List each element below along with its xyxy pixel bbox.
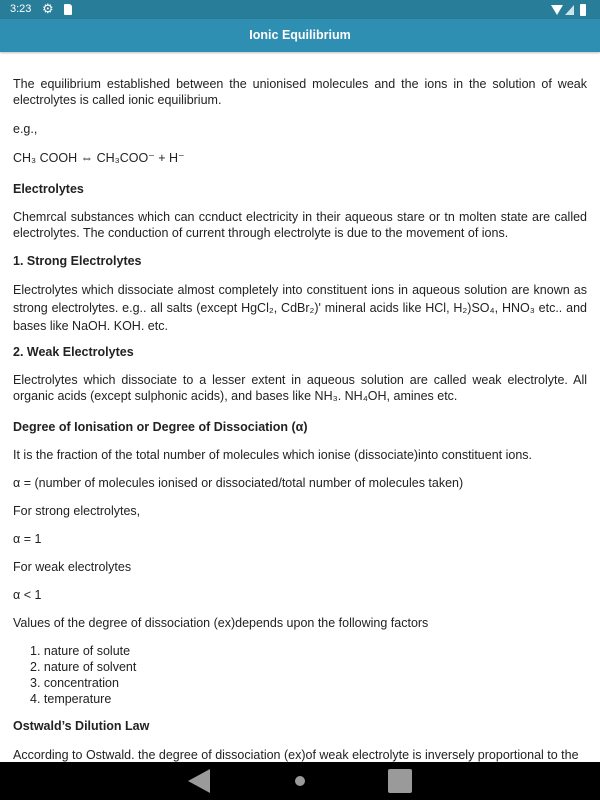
list-item: 3. concentration — [30, 676, 119, 690]
status-bar — [0, 0, 600, 19]
factors-list — [13, 643, 587, 707]
alpha-weak: α < 1 — [13, 588, 42, 602]
weak-electrolytes-paragraph: Electrolytes which dissociate to a lesser extent in aqueous solution are called weak electrolyte. All organic acids (except sulphonic acids), and bases like NH₃. NH₄OH, amines etc. — [13, 373, 587, 403]
for-strong-label: For strong electrolytes, — [13, 504, 141, 518]
list-item: 1. nature of solute — [30, 644, 131, 658]
app-bar — [0, 19, 600, 52]
eg-label: e.g., — [13, 122, 38, 136]
page-title: Ionic Equilibrium — [249, 28, 351, 42]
alpha-strong: α = 1 — [13, 532, 42, 546]
back-icon[interactable] — [188, 769, 210, 793]
heading-ostwald: Ostwald’s Dilution Law — [13, 719, 150, 733]
ostwald-paragraph: According to Ostwald. the degree of dissociation (ex)of weak electrolyte is inversely proportional to the — [13, 748, 579, 762]
equation: CH₃ COOH ⇔ CH₃COO⁻ + H⁻ — [13, 151, 185, 165]
wifi-icon — [551, 5, 563, 15]
fraction-paragraph: It is the fraction of the total number of molecules which ionise (dissociate)into constituent ions. — [13, 448, 533, 462]
alpha-definition: α = (number of molecules ionised or dissociated/total number of molecules taken) — [13, 476, 464, 490]
heading-electrolytes: Electrolytes — [13, 182, 84, 196]
list-item: 2. nature of solvent — [30, 660, 137, 674]
gear-icon: ⚙ — [42, 1, 54, 16]
status-time: 3:23 — [10, 3, 32, 15]
electrolytes-paragraph: Chemrcal substances which can ccnduct electricity in their aqueous stare or tn molten state are called electrolytes. The conduction of current through electrolyte is due to the movement of ions. — [13, 210, 587, 240]
list-item: 4. temperature — [30, 692, 112, 706]
heading-degree-of-ionisation: Degree of Ionisation or Degree of Dissociation (α) — [13, 420, 308, 434]
sd-card-icon — [64, 4, 72, 15]
strong-electrolytes-paragraph: Electrolytes which dissociate almost completely into constituent ions in aqueous solution are known as strong electrolytes. e.g.. all salts (except HgCl₂, CdBr₂)' mineral acids like HCl, H₂)SO₄, HNO₃ etc.. and bases like NaOH. KOH. etc. — [13, 283, 587, 333]
values-paragraph: Values of the degree of dissociation (ex)depends upon the following factors — [13, 616, 429, 630]
home-icon[interactable] — [295, 776, 305, 786]
heading-weak-electrolytes: 2. Weak Electrolytes — [13, 345, 134, 359]
battery-charging-icon — [580, 4, 586, 16]
intro-paragraph: The equilibrium established between the unionised molecules and the ions in the solution of weak electrolytes is called ionic equilibrium. — [13, 77, 587, 107]
navigation-bar — [0, 762, 600, 800]
for-weak-label: For weak electrolytes — [13, 560, 132, 574]
heading-strong-electrolytes: 1. Strong Electrolytes — [13, 254, 142, 268]
signal-icon — [565, 5, 574, 15]
recents-icon[interactable] — [388, 769, 412, 793]
